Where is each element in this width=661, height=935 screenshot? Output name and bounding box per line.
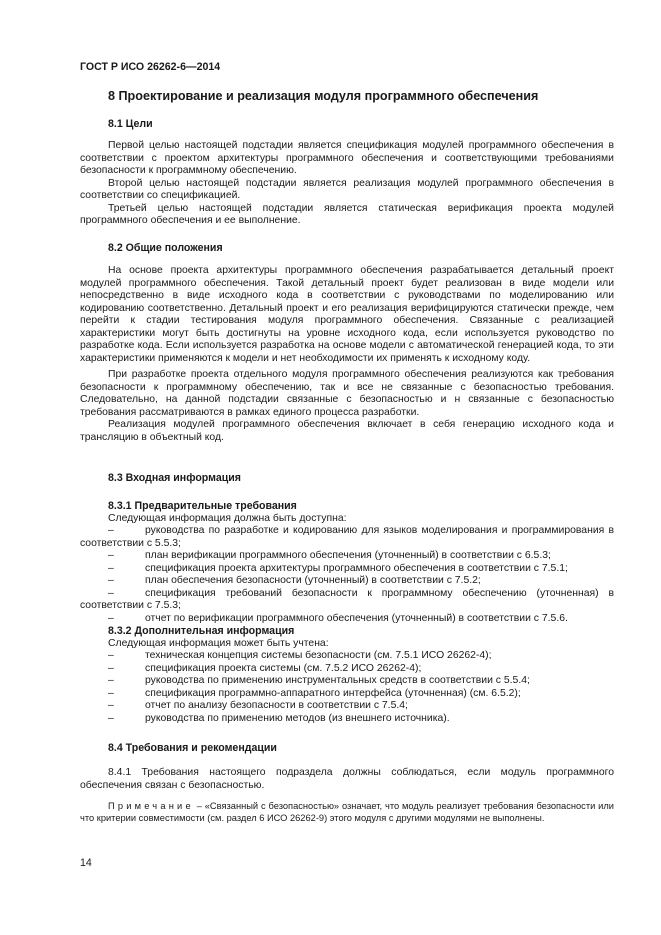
list-item: – руководства по применению методов (из внешнего источника).: [108, 712, 450, 724]
paragraph: Реализация модулей программного обеспечения включает в себя генерацию исходного кода и трансляцию в объектный код.: [80, 419, 614, 443]
document-header: ГОСТ Р ИСО 26262-6—2014: [80, 61, 221, 73]
list-item: – руководства по разработке и кодированию для языков моделирования и программирования в соответствии с 5.5.3;: [80, 525, 614, 549]
note-text: – «Связанный с безопасностью» означает, что модуль реализует требования безопасности или что критерии совместимости (см. раздел 6 ИСО 26262-9) этого модуля с другими модулями не выполнены.: [80, 801, 614, 823]
heading-8-3: 8.3 Входная информация: [108, 472, 241, 484]
list-item: – руководства по применению инструментальных средств в соответствии с 5.5.4;: [108, 675, 530, 686]
paragraph: При разработке проекта отдельного модуля программного обеспечения реализуются как требования безопасности к программному обеспечению, так и все не связанные с безопасностью требования. Следовательно, на данной подстадии связанные с безопасностью и н связанные с безопасностью требования рассматриваются в рамках единого процесса разработки.: [80, 369, 614, 418]
heading-8-3-2: 8.3.2 Дополнительная информация: [108, 625, 295, 637]
list-item: – план верификации программного обеспечения (уточненный) в соответствии с 6.5.3;: [108, 550, 551, 561]
intro: Следующая информация должна быть доступна:: [108, 512, 347, 524]
section-title: 8 Проектирование и реализация модуля программного обеспечения: [108, 89, 539, 103]
heading-8-2: 8.2 Общие положения: [108, 242, 223, 254]
note: [80, 800, 614, 824]
list-item: – спецификация проекта архитектуры программного обеспечения в соответствии с 7.5.1;: [108, 562, 568, 574]
list-item: – план обеспечения безопасности (уточненный) в соответствии с 7.5.2;: [108, 575, 481, 586]
paragraph: Второй целью настоящей подстадии является реализация модулей программного обеспечения в соответствии со спецификацией.: [80, 177, 614, 201]
section-8-2-body: [80, 265, 614, 444]
heading-8-3-1: 8.3.1 Предварительные требования: [108, 500, 297, 512]
list-item: – отчет по верификации программного обеспечения (уточненный) в соответствии с 7.5.6.: [108, 612, 568, 624]
list-item: – спецификация проекта системы (см. 7.5.2 ИСО 26262-4);: [108, 662, 422, 674]
list-item: – спецификация требований безопасности к программному обеспечению (уточненная) в соответствии с 7.5.3;: [80, 587, 614, 611]
heading-8-4: 8.4 Требования и рекомендации: [108, 742, 277, 754]
heading-8-1: 8.1 Цели: [108, 118, 153, 130]
page-number: 14: [80, 857, 92, 869]
list-item: – спецификация программно-аппаратного интерфейса (уточненная) (см. 6.5.2);: [108, 687, 521, 699]
paragraph: Первой целью настоящей подстадии является спецификация модулей программного обеспечения в соответствии с проектом архитектуры программного обеспечения и соответствующими требованиями безопасности к программному обеспечению.: [80, 140, 614, 176]
list-item: – отчет по анализу безопасности в соответствии с 7.5.4;: [108, 700, 408, 711]
section-8-3-body: [80, 500, 614, 725]
paragraph-8-4-1: 8.4.1 Требования настоящего подраздела должны соблюдаться, если модуль программного обеспечения связан с безопасностью.: [80, 767, 614, 791]
intro: Следующая информация может быть учтена:: [108, 637, 329, 649]
section-8-4-body: [80, 767, 614, 824]
note-label: Примечание: [108, 801, 194, 811]
paragraph: На основе проекта архитектуры программного обеспечения разрабатывается детальный проект модулей программного обеспечения. Такой детальный проект будет реализован в виде модели или непосредственно в виде исходного кода в соответствии с руководствами по моделированию или кодированию соответственно. Детальный проект и его реализация верифицируются статически прежде, чем перейти к стадии тестирования модуля программного обеспечения. Связанные с реализацией характеристики могут быть достигнуты на уровне исходного кода, если используется руководство по разработке кода. Если используется разработка на основе модели с автоматической генерацией кода, то эти характеристики применяются к модели и нет необходимости их применять к исходному коду.: [80, 265, 614, 364]
list-item: – техническая концепция системы безопасности (см. 7.5.1 ИСО 26262-4);: [108, 650, 492, 661]
paragraph: Третьей целью настоящей подстадии является статическая верификация проекта модулей программного обеспечения и ее выполнение.: [80, 202, 614, 226]
section-8-1-body: [80, 140, 614, 228]
